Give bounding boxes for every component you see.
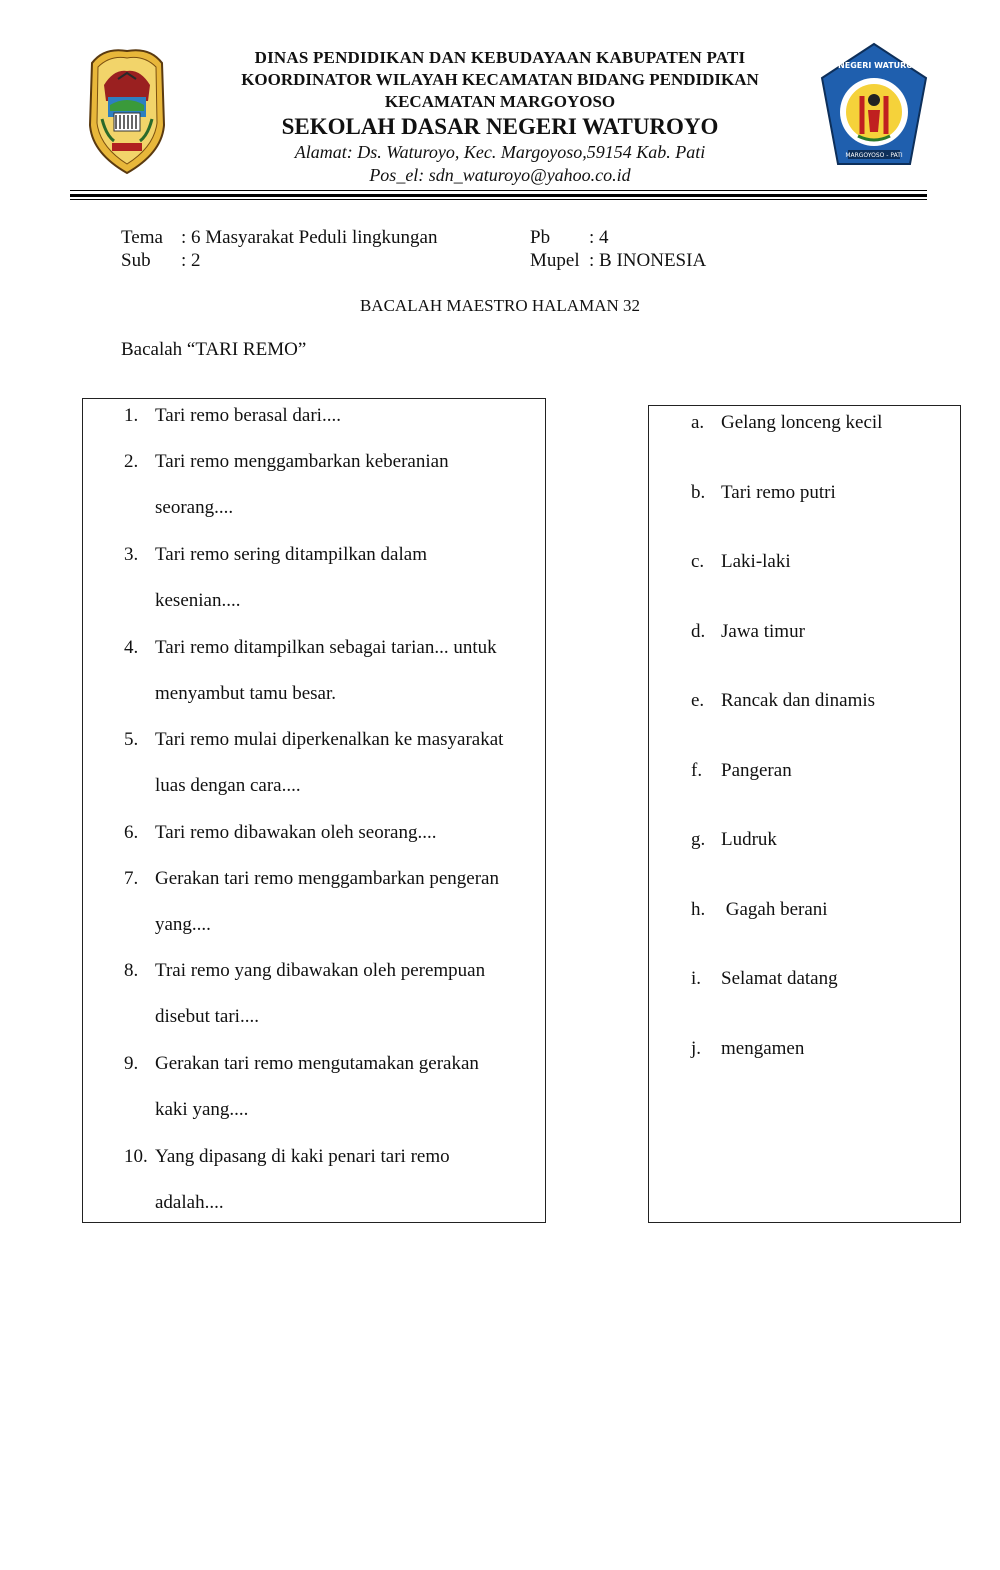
answer-text: Gelang lonceng kecil xyxy=(721,412,883,433)
question-item xyxy=(124,451,534,531)
question-item xyxy=(124,544,534,624)
answer-text: Ludruk xyxy=(721,829,777,850)
question-text-continued: menyambut tamu besar. xyxy=(155,683,336,704)
question-item xyxy=(124,1053,534,1133)
answer-text: Tari remo putri xyxy=(721,481,836,503)
header-divider-bottom xyxy=(70,199,927,200)
answer-option xyxy=(691,621,951,645)
question-text: Tari remo berasal dari.... xyxy=(155,405,341,426)
answer-text: Jawa timur xyxy=(721,620,805,642)
question-text: Tari remo dibawakan oleh seorang.... xyxy=(155,822,437,843)
answer-option xyxy=(691,412,951,436)
answer-letter: e. xyxy=(691,690,705,711)
question-item xyxy=(124,729,534,809)
question-text: Trai remo yang dibawakan oleh perempuan xyxy=(155,960,486,981)
question-number: 1. xyxy=(124,405,139,426)
answer-letter: f. xyxy=(691,759,703,781)
question-text-continued: yang.... xyxy=(155,914,211,935)
question-text: Tari remo mulai diperkenalkan ke masyarakat xyxy=(155,729,504,750)
question-item xyxy=(124,1146,534,1226)
answer-letter: j. xyxy=(691,1037,702,1059)
header-school-name: SEKOLAH DASAR NEGERI WATUROYO xyxy=(281,114,719,139)
question-number: 2. xyxy=(124,451,139,472)
question-text: Tari remo menggambarkan keberanian xyxy=(155,451,449,472)
answer-letter: g. xyxy=(691,829,706,850)
header-divider-top xyxy=(70,190,927,191)
header-coordinator: KOORDINATOR WILAYAH KECAMATAN BIDANG PENDIDIKAN xyxy=(241,70,759,89)
header-divider-thick xyxy=(70,194,927,197)
question-text: Tari remo sering ditampilkan dalam xyxy=(155,544,427,565)
right-logo-top-text: SD NEGERI WATUROYO xyxy=(822,61,926,70)
reading-instruction: Bacalah “TARI REMO” xyxy=(121,339,307,360)
question-text: Gerakan tari remo mengutamakan gerakan xyxy=(155,1053,479,1074)
answer-option xyxy=(691,1038,951,1062)
header-email: Pos_el: sdn_waturoyo@yahoo.co.id xyxy=(369,165,631,185)
pb-value: : 4 xyxy=(589,227,609,248)
sub-value: : 2 xyxy=(181,250,201,271)
header-address: Alamat: Ds. Waturoyo, Kec. Margoyoso,59154 Kab. Pati xyxy=(294,142,706,162)
question-number: 9. xyxy=(124,1053,139,1074)
mupel-value: : B INONESIA xyxy=(589,250,707,271)
answer-text: Rancak dan dinamis xyxy=(721,690,876,711)
question-text-continued: kesenian.... xyxy=(155,590,241,611)
question-number: 6. xyxy=(124,822,139,843)
answer-text: Selamat datang xyxy=(721,968,838,989)
question-text-continued: adalah.... xyxy=(155,1192,224,1213)
question-number: 10. xyxy=(124,1146,148,1167)
question-text: Tari remo ditampilkan sebagai tarian... untuk xyxy=(155,637,497,658)
sub-label: Sub xyxy=(121,250,151,271)
question-text-continued: disebut tari.... xyxy=(155,1006,259,1027)
answer-option xyxy=(691,690,951,714)
answer-text: Laki-laki xyxy=(721,551,791,572)
answer-option xyxy=(691,899,951,923)
question-text: Yang dipasang di kaki penari tari remo xyxy=(155,1146,450,1167)
question-text-continued: seorang.... xyxy=(155,497,234,518)
question-number: 5. xyxy=(124,729,139,750)
question-text-continued: luas dengan cara.... xyxy=(155,775,301,796)
question-number: 7. xyxy=(124,868,139,889)
pb-label: Pb xyxy=(530,227,551,248)
answer-letter: a. xyxy=(691,412,705,433)
answer-letter: h. xyxy=(691,898,706,920)
answer-option xyxy=(691,760,951,784)
answer-option xyxy=(691,482,951,506)
question-item xyxy=(124,960,534,1040)
answer-option xyxy=(691,551,951,575)
question-item xyxy=(124,637,534,717)
answer-option xyxy=(691,829,951,853)
question-text: Gerakan tari remo menggambarkan pengeran xyxy=(155,868,499,889)
answer-letter: d. xyxy=(691,620,706,642)
answer-option xyxy=(691,968,951,992)
answer-letter: i. xyxy=(691,968,702,989)
right-logo-bottom-text: MARGOYOSO - PATI xyxy=(845,152,903,159)
mupel-label: Mupel xyxy=(530,250,580,271)
tema-value: : 6 Masyarakat Peduli lingkungan xyxy=(181,227,438,248)
question-number: 3. xyxy=(124,544,139,565)
question-text-continued: kaki yang.... xyxy=(155,1099,249,1120)
answer-text: Pangeran xyxy=(721,759,792,781)
answer-letter: c. xyxy=(691,551,705,572)
header-district: KECAMATAN MARGOYOSO xyxy=(384,92,616,111)
answer-text: Gagah berani xyxy=(721,898,828,920)
question-number: 4. xyxy=(124,637,139,658)
page-title: BACALAH MAESTRO HALAMAN 32 xyxy=(359,296,641,315)
answer-letter: b. xyxy=(691,481,706,503)
tema-label: Tema xyxy=(121,227,163,248)
answer-text: mengamen xyxy=(721,1037,805,1059)
answers-box xyxy=(648,405,961,1223)
question-item xyxy=(124,868,534,948)
header-agency: DINAS PENDIDIKAN DAN KEBUDAYAAN KABUPATEN PATI xyxy=(254,48,746,67)
question-number: 8. xyxy=(124,960,139,981)
